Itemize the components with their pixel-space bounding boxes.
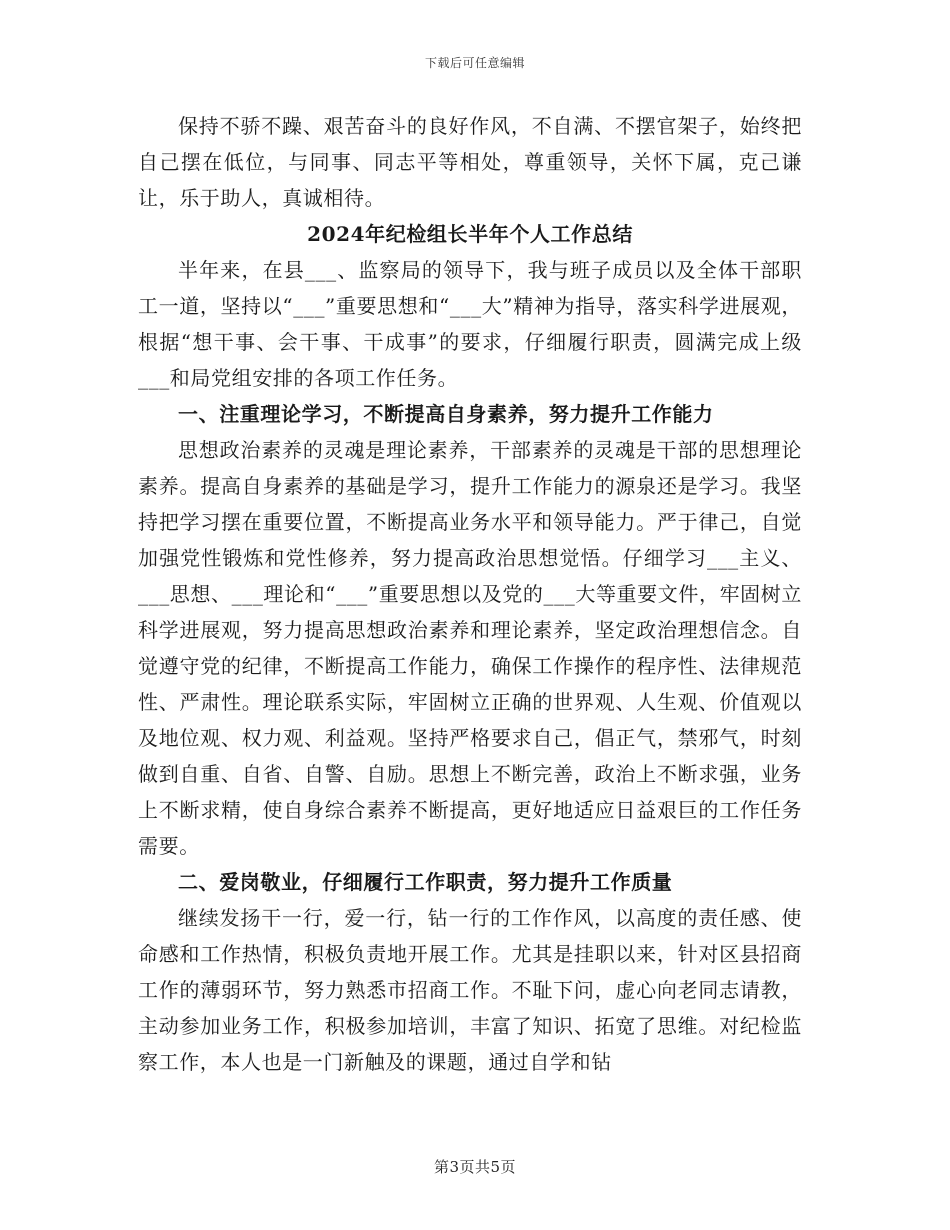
paragraph-3: 继续发扬干一行，爱一行，钻一行的工作作风，以高度的责任感、使命感和工作热情，积极负责地开展工作。尤其是挂职以来，针对区县招商工作的薄弱环节，努力熟悉市招商工作。不耻下问，虚心向老同志请教，主动参加业务工作，积极参加培训，丰富了知识、拓宽了思维。对纪检监察工作，本人也是一门新触及的课题，通过自学和钻 <box>138 906 802 1074</box>
document-title: 2024年纪检组长半年个人工作总结 <box>307 222 633 246</box>
paragraph-1: 半年来，在县___、监察局的领导下，我与班子成员以及全体干部职工一道，坚持以“___”重要思想和“___大”精神为指导，落实科学进展观，根据“想干事、会干事、干成事”的要求，仔细履行职责，圆满完成上级___和局党组安排的各项工作任务。 <box>138 258 802 390</box>
page-number: 第3页共5页 <box>433 1158 517 1176</box>
section-heading-2: 二、爱岗敬业，仔细履行工作职责，努力提升工作质量 <box>178 870 673 894</box>
section-heading-1: 一、注重理论学习，不断提高自身素养，努力提升工作能力 <box>178 402 714 426</box>
intro-continuation-paragraph: 保持不骄不躁、艰苦奋斗的良好作风，不自满、不摆官架子，始终把自己摆在低位，与同事、同志平等相处，尊重领导，关怀下属，克己谦让，乐于助人，真诚相待。 <box>138 114 802 210</box>
paragraph-2: 思想政治素养的灵魂是理论素养，干部素养的灵魂是干部的思想理论素养。提高自身素养的基础是学习，提升工作能力的源泉还是学习。我坚持把学习摆在重要位置，不断提高业务水平和领导能力。严于律己，自觉加强党性锻炼和党性修养，努力提高政治思想觉悟。仔细学习___主义、___思想、___理论和“___”重要思想以及党的___大等重要文件，牢固树立科学进展观，努力提高思想政治素养和理论素养，坚定政治理想信念。自觉遵守党的纪律，不断提高工作能力，确保工作操作的程序性、法律规范性、严肃性。理论联系实际，牢固树立正确的世界观、人生观、价值观以及地位观、权力观、利益观。坚持严格要求自己，倡正气，禁邪气，时刻做到自重、自省、自警、自励。思想上不断完善，政治上不断求强，业务上不断求精，使自身综合素养不断提高，更好地适应日益艰巨的工作任务需要。 <box>138 438 802 858</box>
header-note: 下载后可任意编辑 <box>424 56 525 70</box>
document-body <box>138 108 802 1080</box>
